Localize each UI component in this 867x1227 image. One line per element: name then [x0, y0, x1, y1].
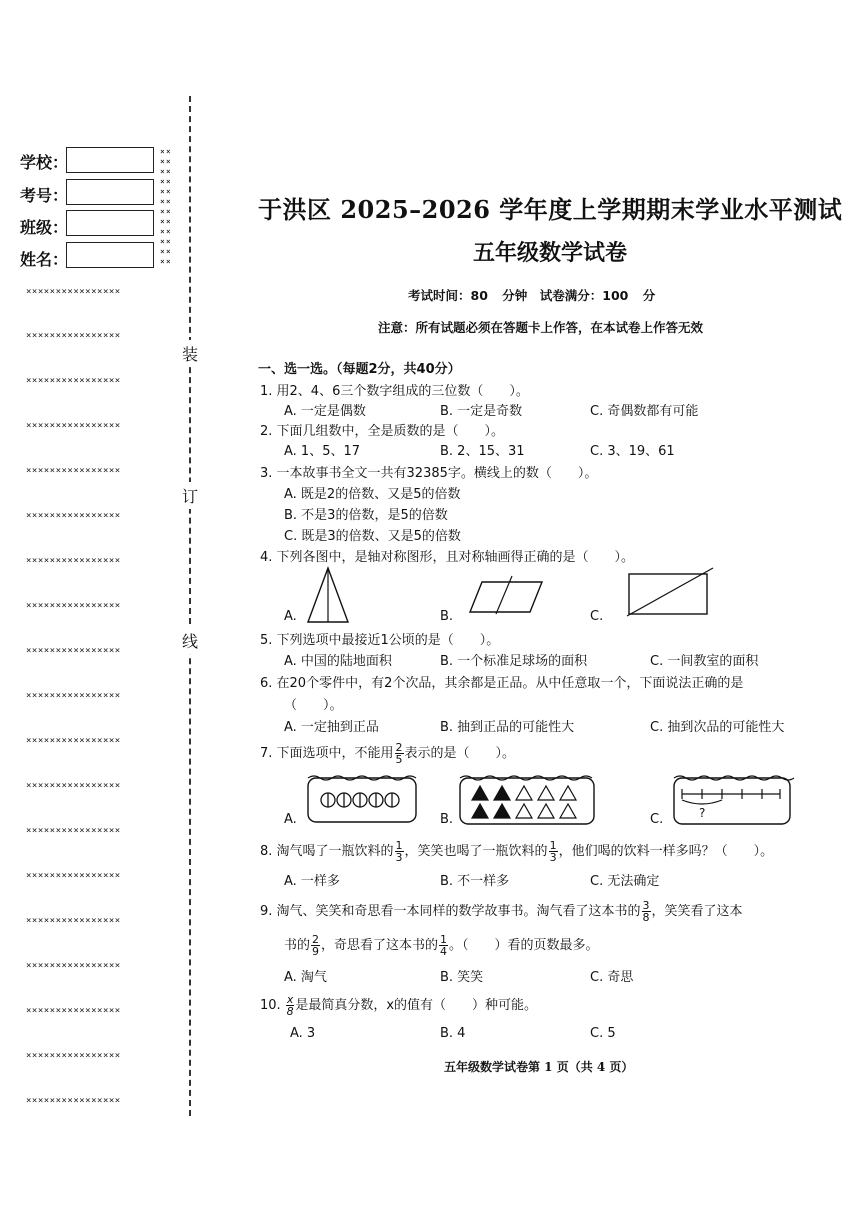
x-row: ×××××××××××××××× — [26, 826, 121, 836]
section-heading: 一、选一选。（每题2分，共40分） — [258, 362, 461, 377]
question-3: 3. 一本故事书全文一共有32385字。横线上的数（ ）。 — [260, 466, 598, 481]
exam-number-label: 考号： — [20, 186, 69, 205]
q8-option-c[interactable]: C. 无法确定 — [590, 874, 660, 889]
q9-option-a[interactable]: A. 淘气 — [284, 970, 327, 985]
q8-option-a[interactable]: A. 一样多 — [284, 874, 340, 889]
q7-option-b[interactable]: B. — [440, 812, 454, 827]
q10-option-c[interactable]: C. 5 — [590, 1026, 616, 1041]
fraction: $\frac{1}{3}$ — [549, 839, 557, 864]
q5-option-c[interactable]: C. 一间教室的面积 — [650, 654, 759, 669]
fraction: $\frac{1}{4}$ — [440, 933, 448, 958]
q10-option-a[interactable]: A. 3 — [290, 1026, 316, 1041]
name-input-box[interactable] — [66, 242, 154, 268]
question-7: 7. 下面选项中，不能用 $\frac{2}{5}$ 表示的是（ ）。 — [260, 741, 516, 766]
q2-option-b[interactable]: B. 2、15、31 — [440, 444, 525, 459]
q5-option-a[interactable]: A. 中国的陆地面积 — [284, 654, 392, 669]
class-input-box[interactable] — [66, 210, 154, 236]
q4-figure-rectangle — [625, 568, 715, 618]
x-row: ×××××××××××××××× — [26, 1006, 121, 1016]
x-row: ×××××××××××××××× — [26, 511, 121, 521]
q7-question-mark: ? — [699, 806, 706, 820]
exam-subtitle: 五年级数学试卷 — [472, 240, 627, 266]
q9-option-b[interactable]: B. 笑笑 — [440, 970, 484, 985]
page-footer: 五年级数学试卷第 1 页（共 4 页） — [444, 1060, 634, 1074]
q3-option-b[interactable]: B. 不是3的倍数，是5的倍数 — [284, 508, 448, 523]
q5-option-b[interactable]: B. 一个标准足球场的面积 — [440, 654, 588, 669]
school-label: 学校： — [20, 153, 69, 172]
x-row: ×××××××××××××××× — [26, 916, 121, 926]
q10-option-b[interactable]: B. 4 — [440, 1026, 466, 1041]
question-6-blank: （ ）。 — [284, 698, 343, 713]
margin-char-xian: 线 — [180, 627, 200, 654]
question-4: 4. 下列各图中，是轴对称图形，且对称轴画得正确的是（ ）。 — [260, 550, 635, 565]
question-1: 1. 用2、4、6三个数字组成的三位数（ ）。 — [260, 384, 529, 399]
x-row: ×××××××××××××××× — [26, 646, 121, 656]
x-row: ×××××××××××××××× — [26, 331, 121, 341]
q7-figure-line-segments — [672, 772, 794, 828]
question-5: 5. 下列选项中最接近1公顷的是（ ）。 — [260, 633, 500, 648]
q4-option-a[interactable]: A. — [284, 609, 297, 624]
q6-option-a[interactable]: A. 一定抽到正品 — [284, 720, 379, 735]
exam-notice: 注意：所有试题必须在答题卡上作答，在本试卷上作答无效 — [378, 320, 704, 335]
class-label: 班级： — [20, 218, 69, 237]
x-row: ×××××××××××××××× — [26, 421, 121, 431]
x-row: ×××××××××××××××× — [26, 466, 121, 476]
q7-option-a[interactable]: A. — [284, 812, 297, 827]
q1-option-c[interactable]: C. 奇偶数都有可能 — [590, 404, 699, 419]
x-row: ×××××××××××××××× — [26, 601, 121, 611]
x-row: ×××××××××××××××× — [26, 287, 121, 297]
q1-option-b[interactable]: B. 一定是奇数 — [440, 404, 523, 419]
q2-option-c[interactable]: C. 3、19、61 — [590, 444, 675, 459]
q1-option-a[interactable]: A. 一定是偶数 — [284, 404, 366, 419]
x-row: ×××××××××××××××× — [26, 781, 121, 791]
question-8: 8. 淘气喝了一瓶饮料的 $\frac{1}{3}$ ，笑笑也喝了一瓶饮料的 $\frac{1}{3}$ ，他们喝的饮料一样多吗？（ ）。 — [260, 839, 774, 864]
x-row: ×××××××××××××××× — [26, 691, 121, 701]
school-input-box[interactable] — [66, 147, 154, 173]
x-row: ×××××××××××××××× — [26, 736, 121, 746]
q4-figure-triangle — [306, 566, 350, 624]
q4-option-c[interactable]: C. — [590, 609, 604, 624]
margin-char-zhuang: 装 — [180, 340, 200, 367]
q6-option-b[interactable]: B. 抽到正品的可能性大 — [440, 720, 575, 735]
name-label: 姓名： — [20, 250, 69, 269]
x-row: ×××××××××××××××× — [26, 556, 121, 566]
fraction: $\frac{x}{8}$ — [286, 993, 294, 1018]
x-row: ×××××××××××××××× — [26, 1096, 121, 1106]
exam-number-input-box[interactable] — [66, 179, 154, 205]
q2-option-a[interactable]: A. 1、5、17 — [284, 444, 361, 459]
exam-info: 考试时间：80 分钟 试卷满分：100 分 — [408, 288, 656, 303]
x-marks-column: ×× ×× ×× ×× ×× ×× ×× ×× ×× ×× ×× ×× — [160, 147, 172, 266]
fraction: $\frac{2}{5}$ — [395, 741, 403, 766]
question-2: 2. 下面几组数中，全是质数的是（ ）。 — [260, 424, 505, 439]
x-row: ×××××××××××××××× — [26, 1051, 121, 1061]
q6-option-c[interactable]: C. 抽到次品的可能性大 — [650, 720, 785, 735]
q7-figure-circles — [306, 772, 418, 826]
fraction: $\frac{1}{3}$ — [395, 839, 403, 864]
q3-option-c[interactable]: C. 既是3的倍数、又是5的倍数 — [284, 529, 461, 544]
fraction: $\frac{3}{8}$ — [642, 899, 650, 924]
fraction: $\frac{2}{9}$ — [312, 933, 320, 958]
q4-figure-parallelogram — [468, 576, 544, 614]
x-row: ×××××××××××××××× — [26, 376, 121, 386]
question-10: 10. $\frac{x}{8}$ 是最简真分数，x的值有（ ）种可能。 — [260, 993, 538, 1018]
q3-option-a[interactable]: A. 既是2的倍数、又是5的倍数 — [284, 487, 461, 502]
q7-option-c[interactable]: C. — [650, 812, 664, 827]
exam-title: 于洪区 2025–2026 学年度上学期期末学业水平测试 — [258, 195, 843, 224]
q7-figure-triangles — [458, 772, 598, 828]
x-row: ×××××××××××××××× — [26, 961, 121, 971]
x-row: ×××××××××××××××× — [26, 871, 121, 881]
question-9: 9. 淘气、笑笑和奇思看一本同样的数学故事书。淘气看了这本书的 $\frac{3}{8}$ ，笑笑看了这本 — [260, 899, 743, 924]
q9-option-c[interactable]: C. 奇思 — [590, 970, 634, 985]
margin-char-ding: 订 — [180, 482, 200, 509]
binding-dashed-line — [189, 96, 191, 1116]
q8-option-b[interactable]: B. 不一样多 — [440, 874, 510, 889]
q4-option-b[interactable]: B. — [440, 609, 454, 624]
question-6: 6. 在20个零件中，有2个次品，其余都是正品。从中任意取一个，下面说法正确的是 — [260, 676, 744, 691]
question-9-line2: 书的 $\frac{2}{9}$ ，奇思看了这本书的 $\frac{1}{4}$ 。（ ）看的页数最多。 — [284, 933, 599, 958]
